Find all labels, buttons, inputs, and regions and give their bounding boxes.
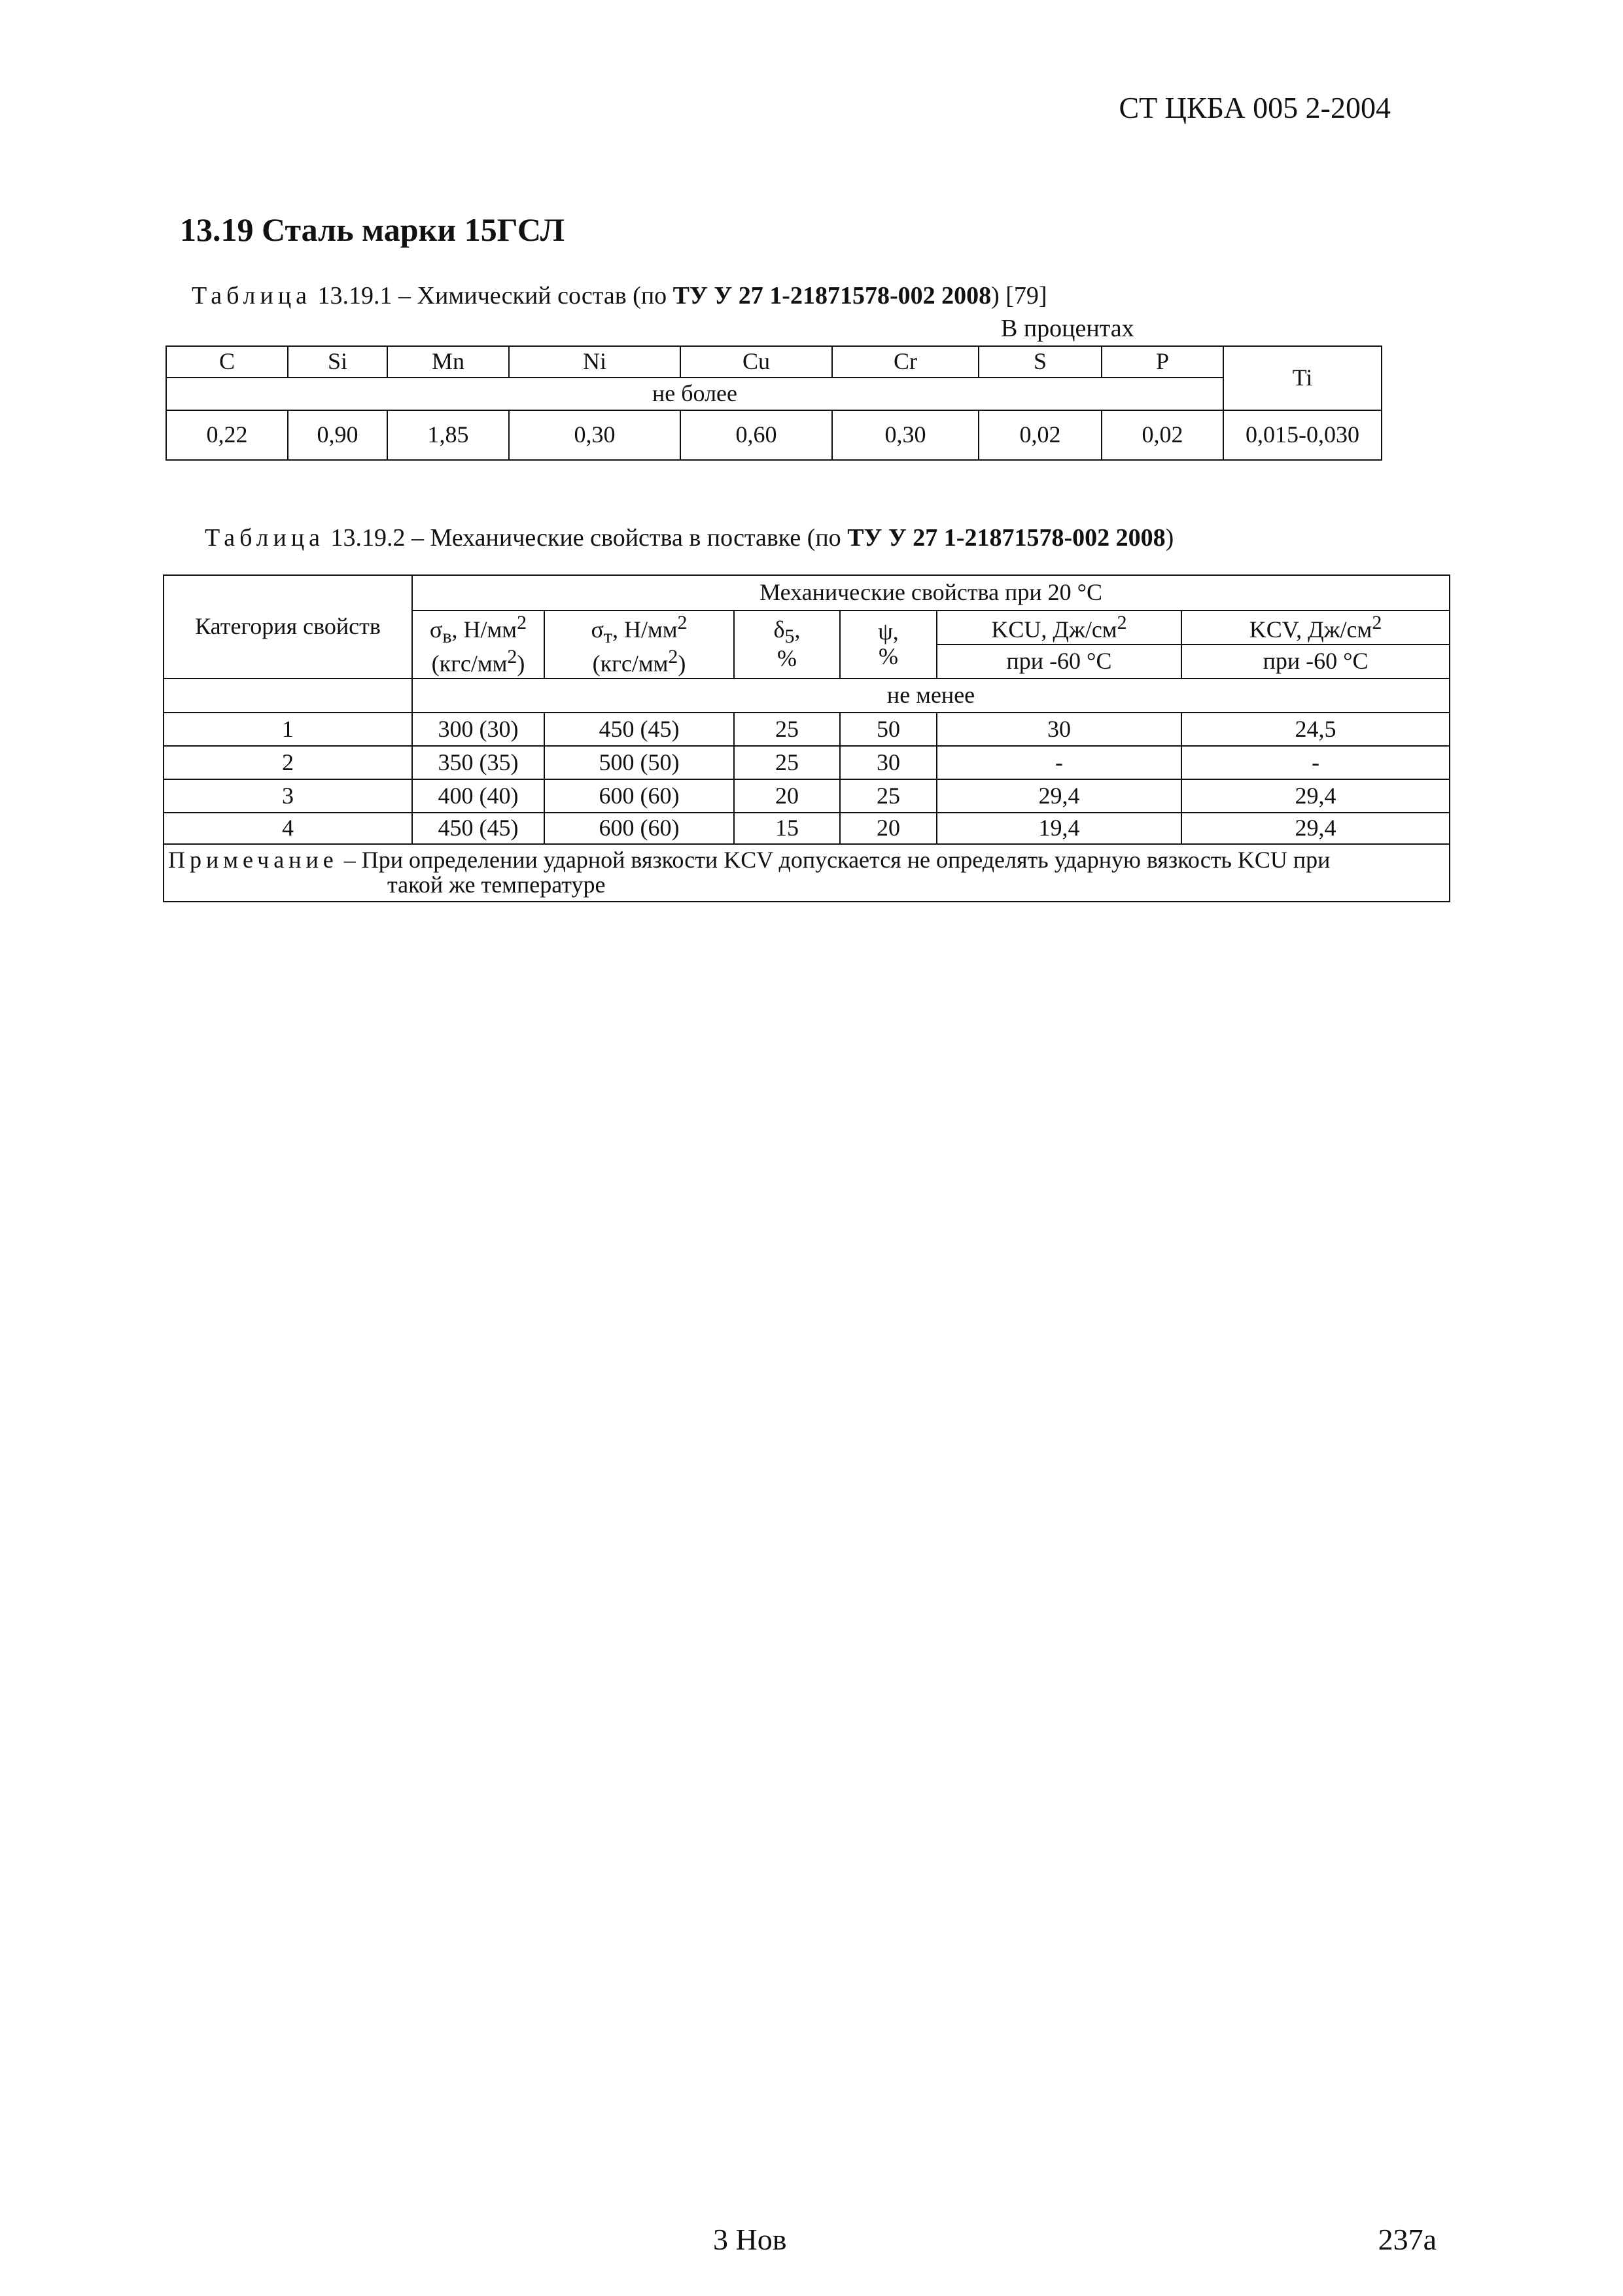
table-cell: 29,4 — [1181, 779, 1450, 813]
table-row — [164, 746, 1450, 779]
table-header-cell: Si — [288, 346, 387, 378]
table-header-cell: S — [979, 346, 1102, 378]
table-cell: 0,22 — [166, 410, 288, 460]
table-cell: 29,4 — [1181, 813, 1450, 844]
table-header-cell: C — [166, 346, 288, 378]
note-text-continued: такой же температуре — [387, 872, 606, 898]
table-cell: 3 — [164, 779, 412, 813]
table-row — [164, 813, 1450, 844]
category-header: Категория свойств — [164, 575, 412, 679]
table1-caption-label: Таблица — [192, 282, 312, 309]
table1-caption-ref: ТУ У 27 1-21871578-002 2008 — [672, 282, 992, 309]
table-row — [164, 779, 1450, 813]
table2-caption-number: 13.19.2 — [330, 524, 406, 552]
kcv-temp: при -60 °С — [1181, 645, 1450, 679]
table-cell: 450 (45) — [412, 813, 544, 844]
table-row — [166, 410, 1382, 460]
table-cell: 0,30 — [832, 410, 979, 460]
kcu-header: KCU, $Дж/см^2$ — [937, 610, 1181, 645]
table-cell: 0,02 — [1102, 410, 1223, 460]
table-header-cell: Ni — [509, 346, 680, 378]
table-cell: 1 — [164, 713, 412, 746]
chemical-composition-table — [166, 345, 1382, 461]
table-cell: 19,4 — [937, 813, 1181, 844]
sigma-b-header: $\sigma_в$, $Н/мм^2$ $(кгс/мм^2)$ — [412, 610, 544, 679]
page-number: 237а — [1378, 2223, 1437, 2256]
table-cell: 25 — [840, 779, 937, 813]
table-header-cell: Cu — [680, 346, 832, 378]
table-cell: 29,4 — [937, 779, 1181, 813]
table-cell: - — [1181, 746, 1450, 779]
table-header-cell: Mn — [387, 346, 509, 378]
psi-header: ψ, % — [840, 610, 937, 679]
table-cell: 0,90 — [288, 410, 387, 460]
table-cell: 4 — [164, 813, 412, 844]
table-cell: 350 (35) — [412, 746, 544, 779]
table1-caption-tail: ) [79] — [991, 282, 1047, 309]
table-cell: 0,02 — [979, 410, 1102, 460]
table2-group-header-row — [164, 575, 1450, 610]
note-label: Примечание — [168, 847, 338, 874]
table2-caption — [205, 523, 1174, 552]
table-note — [164, 844, 1450, 902]
table-cell: 20 — [840, 813, 937, 844]
kcv-header: KCV, $Дж/см^2$ — [1181, 610, 1450, 645]
group-header: Механические свойства при 20 °С — [412, 575, 1450, 610]
table-cell: 600 (60) — [544, 779, 734, 813]
table-cell: 500 (50) — [544, 746, 734, 779]
table2-caption-tail: ) — [1165, 524, 1174, 552]
table-cell: 450 (45) — [544, 713, 734, 746]
delta-header: $\delta_5$, % — [734, 610, 840, 679]
table-cell: 25 — [734, 713, 840, 746]
footer-change-note: 3 Нов — [713, 2223, 787, 2256]
table-cell: 2 — [164, 746, 412, 779]
limit-label: не менее — [412, 679, 1450, 713]
limit-label: не более — [166, 378, 1223, 410]
sigma-t-header: $\sigma_т$, $Н/мм^2$ $(кгс/мм^2)$ — [544, 610, 734, 679]
section-title: 13.19 Сталь марки 15ГСЛ — [180, 211, 565, 248]
table-header-cell: P — [1102, 346, 1223, 378]
table-cell: 24,5 — [1181, 713, 1450, 746]
table-cell: 30 — [840, 746, 937, 779]
table-cell: - — [937, 746, 1181, 779]
table2-limit-row — [164, 679, 1450, 713]
table2-caption-ref: ТУ У 27 1-21871578-002 2008 — [847, 524, 1166, 552]
mechanical-properties-table — [163, 574, 1450, 902]
table-cell: 0,30 — [509, 410, 680, 460]
table-cell: 1,85 — [387, 410, 509, 460]
table-cell: 300 (30) — [412, 713, 544, 746]
document-code: СТ ЦКБА 005 2-2004 — [1119, 91, 1391, 124]
table-cell: 25 — [734, 746, 840, 779]
table-cell: 0,60 — [680, 410, 832, 460]
table-cell: 400 (40) — [412, 779, 544, 813]
table2-caption-label: Таблица — [205, 524, 325, 552]
table1-header-row — [166, 346, 1382, 378]
table1-limit-row — [166, 378, 1382, 410]
table-cell: 50 — [840, 713, 937, 746]
table-cell: 15 — [734, 813, 840, 844]
table-cell: 30 — [937, 713, 1181, 746]
note-text: – При определении ударной вязкости KCV допускается не определять ударную вязкость KCU при — [338, 847, 1331, 874]
table-row — [164, 713, 1450, 746]
table-cell: 20 — [734, 779, 840, 813]
table-cell: 0,015-0,030 — [1223, 410, 1382, 460]
table2-note-row — [164, 844, 1450, 902]
table2-caption-text: – Механические свойства в поставке (по — [405, 524, 848, 552]
table-header-cell: Ti — [1223, 346, 1382, 410]
table1-caption-text: – Химический состав (по — [392, 282, 673, 309]
table1-unit-note: В процентах — [1001, 315, 1134, 342]
table-header-cell: Cr — [832, 346, 979, 378]
table1-caption — [192, 281, 1047, 310]
table1-caption-number: 13.19.1 — [317, 282, 393, 309]
table-cell: 600 (60) — [544, 813, 734, 844]
kcu-temp: при -60 °С — [937, 645, 1181, 679]
